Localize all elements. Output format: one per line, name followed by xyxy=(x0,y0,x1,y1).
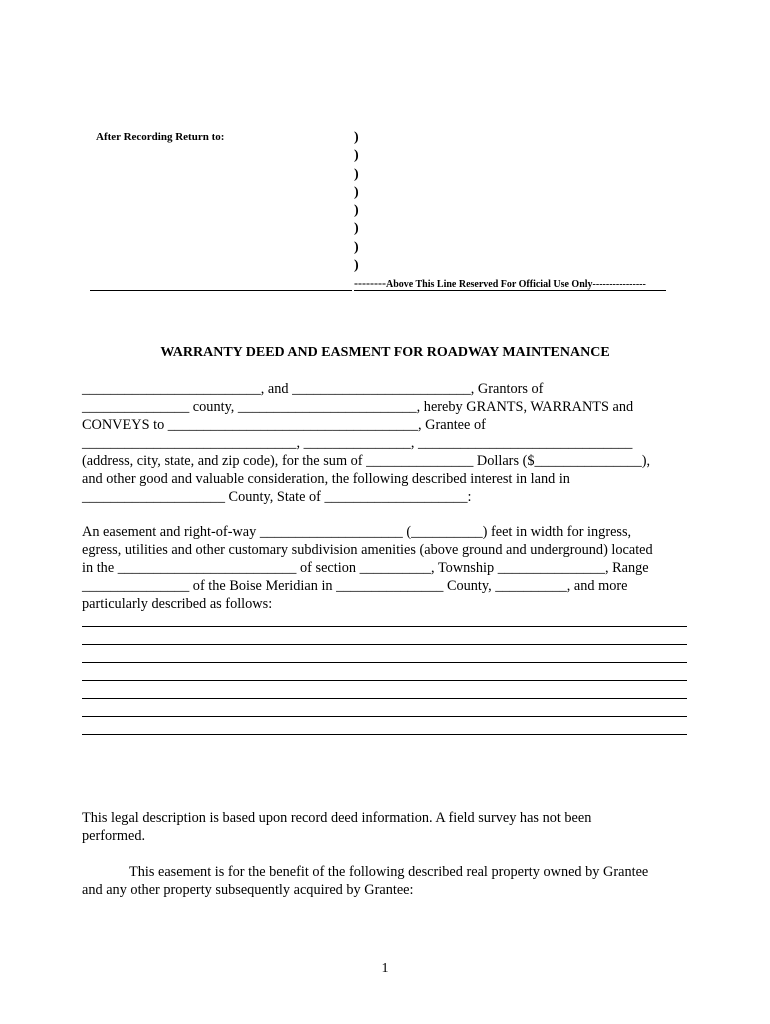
paren: ) xyxy=(354,148,359,164)
reserved-dashes: -------- xyxy=(354,276,386,290)
divider-right xyxy=(354,290,666,291)
paragraph1-line: and other good and valuable consideration, the following described interest in land in xyxy=(82,471,570,487)
reserved-notice xyxy=(354,276,646,291)
paren: ) xyxy=(354,203,359,219)
reserved-text: Above This Line Reserved For Official Use Only xyxy=(385,279,593,290)
description-line xyxy=(82,644,687,645)
paragraph3-line: performed. xyxy=(82,828,146,844)
paren: ) xyxy=(354,130,359,145)
paragraph1-line: (address, city, state, and zip code), for the sum of _______________ Dollars ($_______________), xyxy=(82,453,651,469)
return-to-label: After Recording Return to: xyxy=(96,131,225,143)
paragraph1-line: ______________________________, _______________, ______________________________ xyxy=(82,435,633,451)
paren: ) xyxy=(354,221,359,237)
paragraph2-line: in the _________________________ of section __________, Township _______________, Range xyxy=(82,560,649,576)
paragraph1-line: ____________________ County, State of ____________________: xyxy=(82,489,472,505)
paragraph1-line: _________________________, and _________________________, Grantors of xyxy=(82,381,544,397)
paragraph2-line: egress, utilities and other customary subdivision amenities (above ground and underground) located xyxy=(82,542,653,558)
description-line xyxy=(82,698,687,699)
description-line xyxy=(82,716,687,717)
paragraph1-line: _______________ county, _________________________, hereby GRANTS, WARRANTS and xyxy=(82,399,634,415)
paragraph2-line: _______________ of the Boise Meridian in _______________ County, __________, and more xyxy=(82,578,628,594)
reserved-tail: ---------------- xyxy=(592,279,646,290)
document-title: WARRANTY DEED AND EASMENT FOR ROADWAY MAINTENANCE xyxy=(160,345,610,360)
paren: ) xyxy=(354,184,359,200)
page-number: 1 xyxy=(381,961,389,976)
paragraph1-line: CONVEYS to ___________________________________, Grantee of xyxy=(82,417,486,433)
description-line xyxy=(82,626,687,627)
paragraph2-line: An easement and right-of-way ____________________ (__________) feet in width for ingress, xyxy=(82,524,632,540)
divider-left xyxy=(90,290,352,291)
paragraph4-line: and any other property subsequently acquired by Grantee: xyxy=(82,882,414,898)
description-line xyxy=(82,680,687,681)
paragraph3-line: This legal description is based upon record deed information. A field survey has not been xyxy=(82,810,592,826)
description-line xyxy=(82,662,687,663)
paragraph2-line: particularly described as follows: xyxy=(82,596,273,612)
paren: ) xyxy=(354,258,359,274)
paren: ) xyxy=(354,166,359,182)
description-line xyxy=(82,734,687,735)
paragraph4-line: This easement is for the benefit of the following described real property owned by Grantee xyxy=(129,864,649,880)
paren: ) xyxy=(354,239,359,255)
recording-parens xyxy=(354,129,359,275)
